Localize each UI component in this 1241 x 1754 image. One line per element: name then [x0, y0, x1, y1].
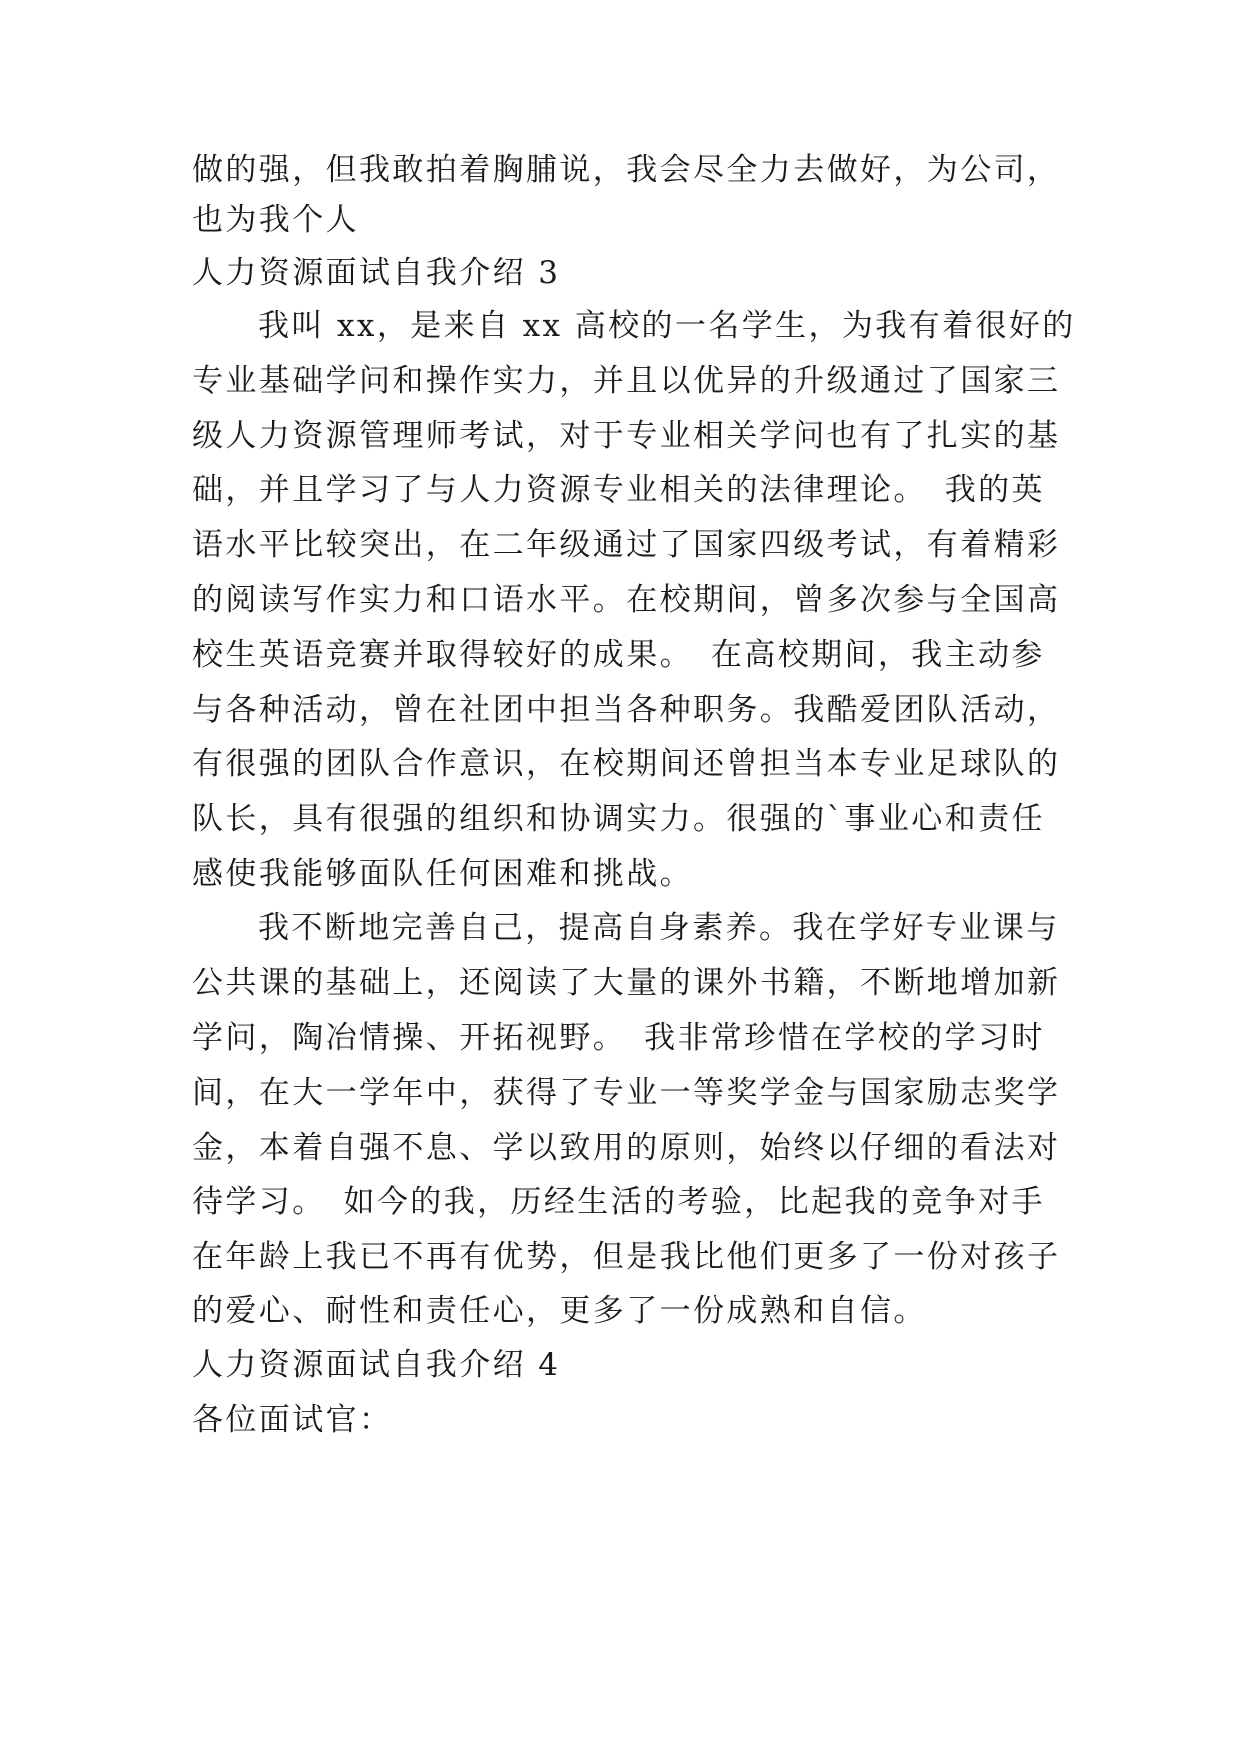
text-line: 待学习。 如今的我，历经生活的考验，比起我的竞争对手: [192, 1184, 1045, 1220]
salutation: 各位面试官：: [192, 1402, 393, 1438]
text-line: 做的强，但我敢拍着胸脯说，我会尽全力去做好，为公司，: [192, 152, 1061, 188]
text-line: 有很强的团队合作意识，在校期间还曾担当本专业足球队的: [192, 746, 1061, 782]
text-line: 的爱心、耐性和责任心，更多了一份成熟和自信。: [192, 1293, 927, 1329]
text-line: 感使我能够面队任何困难和挑战。: [192, 856, 693, 892]
paragraph-first-line: 我不断地完善自己，提高自身素养。我在学好专业课与: [258, 910, 1060, 946]
text-line: 与各种活动，曾在社团中担当各种职务。我酷爱团队活动，: [192, 692, 1061, 728]
text-line: 也为我个人: [192, 202, 359, 238]
text-line: 公共课的基础上，还阅读了大量的课外书籍，不断地增加新: [192, 965, 1061, 1001]
text-line: 校生英语竞赛并取得较好的成果。 在高校期间，我主动参: [192, 637, 1045, 673]
text-line: 础，并且学习了与人力资源专业相关的法律理论。 我的英: [192, 472, 1045, 508]
section-heading: 人力资源面试自我介绍 3: [192, 255, 561, 291]
paragraph-first-line: 我叫 xx，是来自 xx 高校的一名学生，为我有着很好的: [258, 308, 1076, 344]
text-line: 学问，陶冶情操、开拓视野。 我非常珍惜在学校的学习时: [192, 1020, 1045, 1056]
text-line: 级人力资源管理师考试，对于专业相关学问也有了扎实的基: [192, 418, 1061, 454]
text-line: 语水平比较突出，在二年级通过了国家四级考试，有着精彩: [192, 527, 1061, 563]
text-line: 间，在大一学年中，获得了专业一等奖学金与国家励志奖学: [192, 1075, 1061, 1111]
text-line: 专业基础学问和操作实力，并且以优异的升级通过了国家三: [192, 363, 1061, 399]
text-line: 金，本着自强不息、学以致用的原则，始终以仔细的看法对: [192, 1130, 1061, 1166]
text-line: 队长，具有很强的组织和协调实力。很强的`事业心和责任: [192, 801, 1045, 837]
text-line: 在年龄上我已不再有优势，但是我比他们更多了一份对孩子: [192, 1239, 1061, 1275]
section-heading: 人力资源面试自我介绍 4: [192, 1347, 561, 1383]
text-line: 的阅读写作实力和口语水平。在校期间，曾多次参与全国高: [192, 582, 1061, 618]
